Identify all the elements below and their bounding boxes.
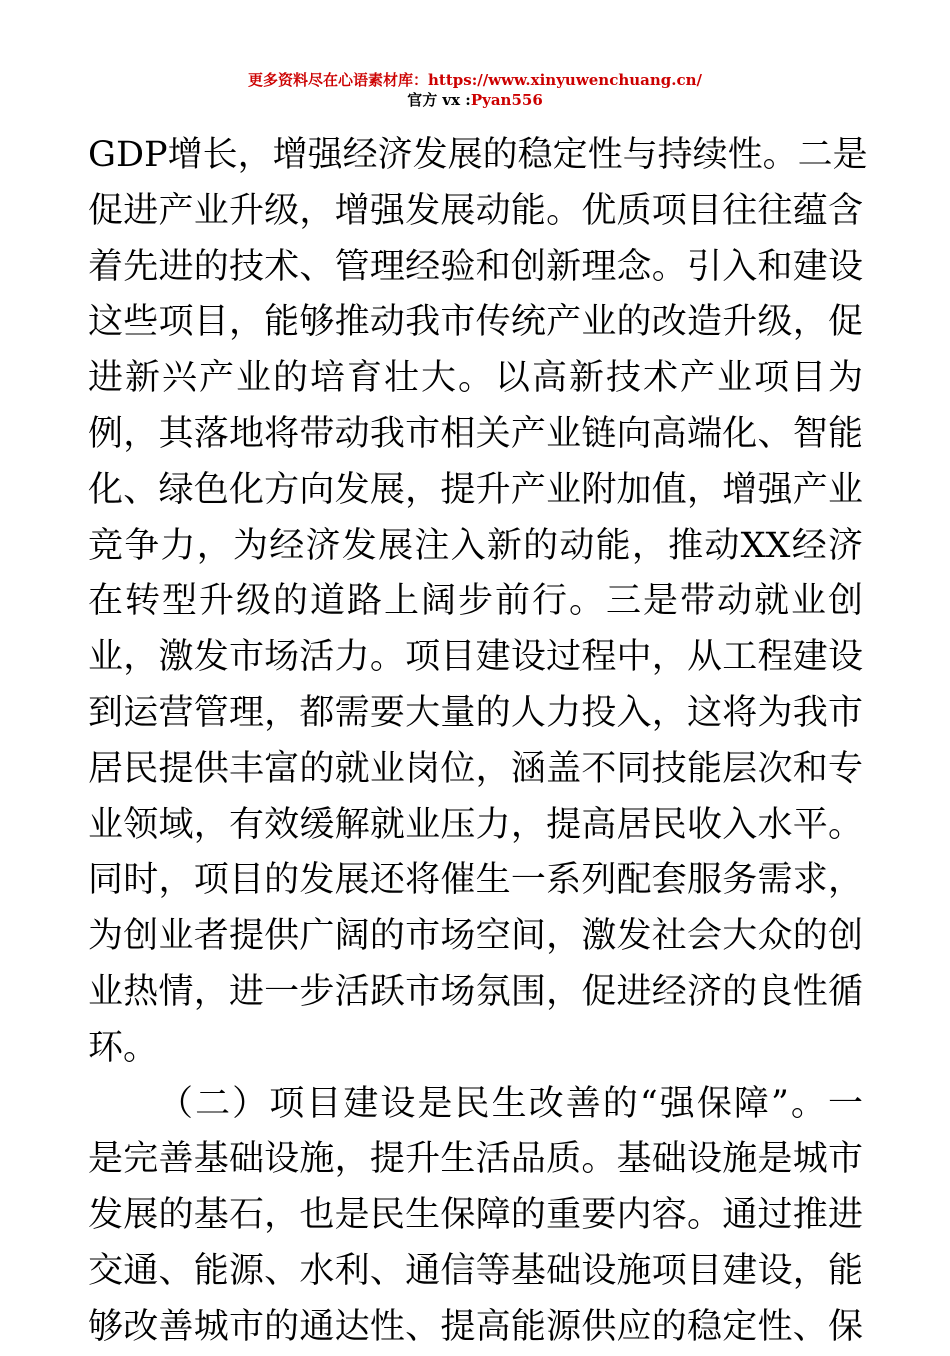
body-line: 进新兴产业的培育壮大。以高新技术产业项目为 xyxy=(88,358,863,399)
body-line: 业，激发市场活力。项目建设过程中，从工程建设 xyxy=(88,637,863,678)
body-line: 发展的基石，也是民生保障的重要内容。通过推进 xyxy=(88,1195,863,1236)
body-line: 着先进的技术、管理经验和创新理念。引入和建设 xyxy=(88,246,863,287)
body-text xyxy=(88,128,868,1356)
body-line: 化、绿色化方向发展，提升产业附加值，增强产业 xyxy=(88,469,863,510)
body-line: 环。 xyxy=(88,1027,159,1068)
body-line: 同时，项目的发展还将催生一系列配套服务需求， xyxy=(88,860,863,901)
body-line: 到运营管理，都需要大量的人力投入，这将为我市 xyxy=(88,692,863,733)
header-contact-line xyxy=(0,90,950,110)
body-line: 是完善基础设施，提升生活品质。基础设施是城市 xyxy=(88,1139,863,1180)
body-line: 业热情，进一步活跃市场氛围，促进经济的良性循 xyxy=(88,971,863,1012)
body-line: 例，其落地将带动我市相关产业链向高端化、智能 xyxy=(88,413,863,454)
body-line: 促进产业升级，增强发展动能。优质项目往往蕴含 xyxy=(88,190,863,231)
header-contact-handle: Pyan556 xyxy=(470,91,543,109)
body-line: 居民提供丰富的就业岗位，涵盖不同技能层次和专 xyxy=(88,748,863,789)
section-heading-line: （二）项目建设是民生改善的“强保障”。一 xyxy=(158,1083,863,1124)
header-source-line xyxy=(0,70,950,90)
body-line: 为创业者提供广阔的市场空间，激发社会大众的创 xyxy=(88,916,863,957)
body-line: 竞争力，为经济发展注入新的动能，推动XX经济 xyxy=(88,525,863,566)
header-source-label: 更多资料尽在心语素材库： xyxy=(248,71,429,89)
body-line: 交通、能源、水利、通信等基础设施项目建设，能 xyxy=(88,1250,863,1291)
body-line: 业领域，有效缓解就业压力，提高居民收入水平。 xyxy=(88,804,863,845)
body-line: 这些项目，能够推动我市传统产业的改造升级，促 xyxy=(88,302,863,343)
header-contact-label: 官方 vx : xyxy=(407,91,471,109)
body-line: 在转型升级的道路上阔步前行。三是带动就业创 xyxy=(88,581,863,622)
body-line: 够改善城市的通达性、提高能源供应的稳定性、保 xyxy=(88,1306,863,1347)
header-source-url[interactable]: https://www.xinyuwenchuang.cn/ xyxy=(428,71,702,89)
body-line: GDP增长，增强经济发展的稳定性与持续性。二是 xyxy=(88,135,868,175)
